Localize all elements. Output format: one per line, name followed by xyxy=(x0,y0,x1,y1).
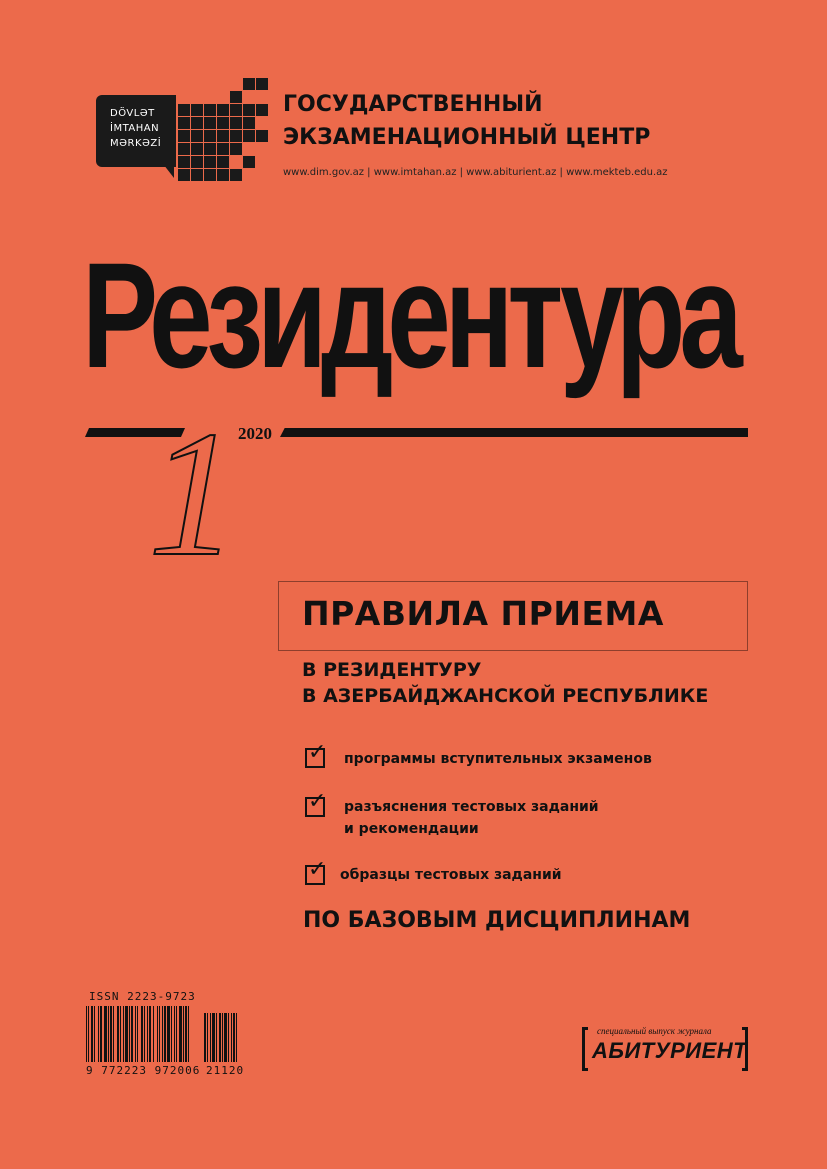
logo-pixel xyxy=(230,91,242,103)
barcode-bar xyxy=(123,1006,124,1062)
barcode-bar xyxy=(222,1013,223,1062)
logo-pixel xyxy=(178,104,190,116)
logo-pixel xyxy=(256,78,268,90)
barcode-bar xyxy=(219,1013,221,1062)
logo-pixel xyxy=(243,117,255,129)
logo-pixel xyxy=(230,104,242,116)
issn-label: ISSN 2223-9723 xyxy=(89,990,196,1003)
logo-pixel xyxy=(217,117,229,129)
list-item-continuation: и рекомендации xyxy=(344,821,479,837)
logo-badge-tail xyxy=(160,160,174,178)
barcode-bar xyxy=(120,1006,121,1062)
barcode-bar xyxy=(224,1013,227,1062)
logo-pixel xyxy=(204,117,216,129)
barcode-bar xyxy=(210,1013,211,1062)
barcode-bar xyxy=(100,1006,102,1062)
barcode-bar xyxy=(174,1006,175,1062)
barcode-bar xyxy=(144,1006,145,1062)
logo-pixel xyxy=(191,143,203,155)
list-item: программы вступительных экзаменов xyxy=(344,751,652,767)
org-name-line-1: ГОСУДАРСТВЕННЫЙ xyxy=(283,92,543,117)
barcode-bar xyxy=(171,1006,172,1062)
checkbox-icon: ✓ xyxy=(305,865,325,885)
barcode-bar xyxy=(94,1006,95,1062)
logo-line-3: MƏRKƏZİ xyxy=(110,138,162,149)
barcode-bar xyxy=(207,1013,208,1062)
logo-pixel xyxy=(178,130,190,142)
barcode-bar xyxy=(228,1013,229,1062)
barcode-bar xyxy=(179,1006,182,1062)
issue-number: 1 xyxy=(148,394,238,593)
barcode-bar xyxy=(131,1006,133,1062)
logo-pixel xyxy=(217,169,229,181)
issue-year: 2020 xyxy=(238,424,272,443)
barcode-bar xyxy=(236,1013,237,1062)
barcode-bar xyxy=(88,1006,89,1062)
barcode-bar xyxy=(185,1006,187,1062)
barcode-bar xyxy=(91,1006,93,1062)
logo-line-2: İMTAHAN xyxy=(110,123,160,134)
logo-pixel xyxy=(204,156,216,168)
list-item: образцы тестовых заданий xyxy=(340,867,562,883)
list-item: разъяснения тестовых заданий xyxy=(344,799,599,815)
publisher-name: АБИТУРИЕНТ xyxy=(592,1038,748,1063)
barcode-addon-digits: 21120 xyxy=(206,1064,245,1077)
barcode-bar xyxy=(162,1006,163,1062)
logo-pixel xyxy=(204,130,216,142)
website-links: www.dim.gov.az | www.imtahan.az | www.abiturient.az | www.mekteb.edu.az xyxy=(283,167,668,178)
barcode-bar xyxy=(125,1006,128,1062)
magazine-title: Резидентура xyxy=(82,231,737,399)
logo-pixel xyxy=(217,143,229,155)
barcode-bar xyxy=(108,1006,109,1062)
logo-pixel xyxy=(191,117,203,129)
barcode-bar xyxy=(104,1006,107,1062)
barcode-bar xyxy=(188,1006,189,1062)
barcode-bar xyxy=(233,1013,235,1062)
rules-subheading-1: В РЕЗИДЕНТУРУ xyxy=(302,659,482,681)
barcode-bar xyxy=(137,1006,138,1062)
logo-pixel xyxy=(217,130,229,142)
org-name-line-2: ЭКЗАМЕНАЦИОННЫЙ ЦЕНТР xyxy=(283,125,651,150)
logo-pixel xyxy=(191,156,203,168)
barcode-bar xyxy=(183,1006,184,1062)
logo-pixel xyxy=(191,130,203,142)
barcode-bar xyxy=(231,1013,232,1062)
checkbox-icon: ✓ xyxy=(305,748,325,768)
barcode-bar xyxy=(157,1006,158,1062)
bracket-right xyxy=(742,1027,748,1071)
logo-pixel xyxy=(178,156,190,168)
barcode-bar xyxy=(167,1006,170,1062)
logo-pixel xyxy=(256,104,268,116)
barcode-bar xyxy=(212,1013,215,1062)
logo-pixel xyxy=(191,169,203,181)
barcode-bar xyxy=(176,1006,177,1062)
barcode-digits: 9 772223 972006 xyxy=(86,1064,201,1077)
logo-pixel xyxy=(204,143,216,155)
barcode-bar xyxy=(164,1006,166,1062)
special-issue-label: специальный выпуск журнала xyxy=(597,1026,712,1036)
barcode-bar xyxy=(216,1013,217,1062)
barcode-bar xyxy=(117,1006,119,1062)
barcode-bar xyxy=(204,1013,206,1062)
barcode-bar xyxy=(141,1006,143,1062)
logo-pixel xyxy=(256,130,268,142)
barcode-bar xyxy=(113,1006,114,1062)
barcode-bar xyxy=(149,1006,151,1062)
disciplines-heading: ПО БАЗОВЫМ ДИСЦИПЛИНАМ xyxy=(303,908,691,933)
logo-pixel xyxy=(243,130,255,142)
logo-pixel xyxy=(178,117,190,129)
logo-pixel xyxy=(178,169,190,181)
barcode-bar xyxy=(129,1006,130,1062)
logo-line-1: DÖVLƏT xyxy=(110,108,155,119)
barcode-bar xyxy=(135,1006,136,1062)
rules-subheading-2: В АЗЕРБАЙДЖАНСКОЙ РЕСПУБЛИКЕ xyxy=(302,685,709,707)
bracket-left xyxy=(582,1027,588,1071)
barcode-bar xyxy=(153,1006,154,1062)
logo-pixel xyxy=(243,78,255,90)
logo-pixel xyxy=(230,143,242,155)
barcode-bar xyxy=(86,1006,87,1062)
barcode-bar xyxy=(98,1006,99,1062)
checkbox-icon: ✓ xyxy=(305,797,325,817)
logo-pixel xyxy=(204,104,216,116)
barcode-bar xyxy=(147,1006,148,1062)
logo-text xyxy=(110,106,161,151)
logo-pixel xyxy=(191,104,203,116)
logo-pixel xyxy=(243,156,255,168)
logo-pixel xyxy=(230,117,242,129)
barcode-bar xyxy=(159,1006,160,1062)
rules-heading: ПРАВИЛА ПРИЕМА xyxy=(302,594,664,633)
logo-pixel xyxy=(243,104,255,116)
barcode-bar xyxy=(110,1006,112,1062)
logo-pixel xyxy=(217,156,229,168)
logo-pixel xyxy=(204,169,216,181)
logo-pixel xyxy=(230,130,242,142)
title-rule-right xyxy=(280,428,748,437)
logo-pixel xyxy=(230,169,242,181)
logo-pixel xyxy=(178,143,190,155)
logo-pixel xyxy=(217,104,229,116)
